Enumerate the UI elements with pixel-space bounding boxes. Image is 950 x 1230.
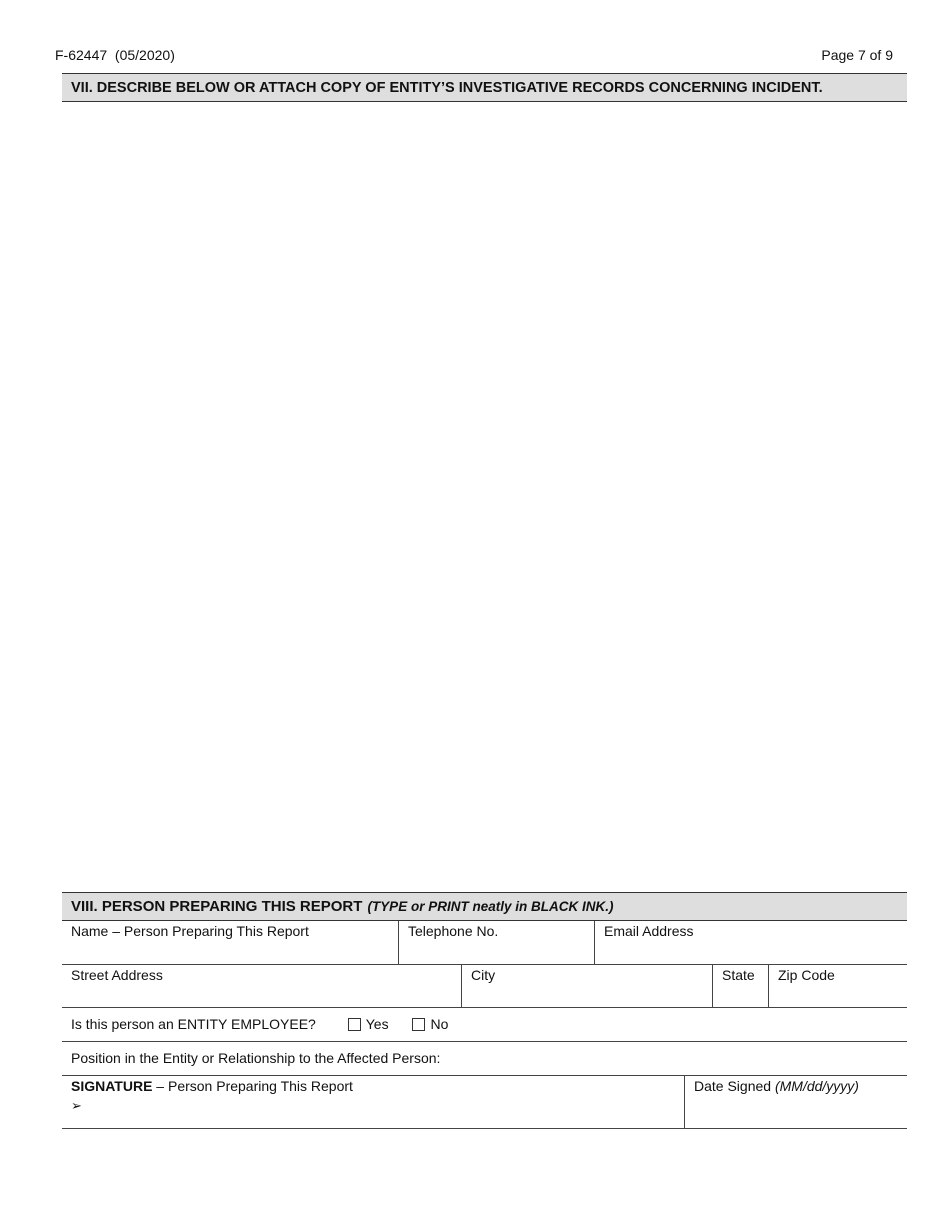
state-field[interactable]: [712, 965, 768, 1007]
telephone-field[interactable]: [398, 921, 594, 964]
zip-code-label: Zip Code: [778, 967, 835, 983]
email-field[interactable]: [594, 921, 907, 964]
signature-arrow-icon: ➢: [71, 1098, 82, 1113]
yes-checkbox[interactable]: [348, 1018, 361, 1031]
employee-question-label: Is this person an ENTITY EMPLOYEE?: [71, 1016, 316, 1032]
city-field[interactable]: [461, 965, 712, 1007]
no-option[interactable]: [412, 1016, 448, 1032]
section-8-title: VIII. PERSON PREPARING THIS REPORT: [71, 898, 363, 915]
position-field[interactable]: [62, 1042, 907, 1075]
street-address-field[interactable]: [62, 965, 461, 1007]
state-label: State: [722, 967, 755, 983]
zip-code-field[interactable]: [768, 965, 907, 1007]
position-label: Position in the Entity or Relationship to the Affected Person:: [71, 1050, 441, 1066]
position-row: [62, 1042, 907, 1076]
city-label: City: [471, 967, 496, 983]
preparer-address-row: [62, 965, 907, 1008]
investigative-records-area[interactable]: [62, 102, 907, 892]
email-label: Email Address: [604, 923, 694, 939]
form-id: F-62447 (05/2020): [55, 47, 175, 63]
no-checkbox[interactable]: [412, 1018, 425, 1031]
employee-question-row: [62, 1008, 907, 1042]
section-8-subtitle: (TYPE or PRINT neatly in BLACK INK.): [367, 899, 614, 914]
telephone-label: Telephone No.: [408, 923, 499, 939]
preparer-form-grid: [62, 921, 907, 1129]
yes-label: Yes: [365, 1016, 389, 1032]
page-number: Page 7 of 9: [821, 47, 893, 63]
employee-question-cell: [62, 1008, 907, 1041]
date-signed-format: (MM/dd/yyyy): [774, 1078, 859, 1094]
date-signed-label: Date Signed: [694, 1078, 772, 1094]
street-address-label: Street Address: [71, 967, 163, 983]
section-7-header: [62, 73, 907, 102]
signature-label-bold: SIGNATURE: [71, 1078, 153, 1094]
signature-field[interactable]: [62, 1076, 684, 1128]
section-7-title: VII. DESCRIBE BELOW OR ATTACH COPY OF ENTITY’S INVESTIGATIVE RECORDS CONCERNING INCIDENT.: [71, 79, 823, 96]
date-signed-field[interactable]: [684, 1076, 907, 1128]
name-label: Name – Person Preparing This Report: [71, 923, 309, 939]
signature-row: [62, 1076, 907, 1129]
no-label: No: [430, 1016, 449, 1032]
name-field[interactable]: [62, 921, 398, 964]
section-8-header: [62, 892, 907, 921]
yes-option[interactable]: [348, 1016, 389, 1032]
signature-label-rest: – Person Preparing This Report: [152, 1078, 353, 1094]
preparer-contact-row: [62, 921, 907, 965]
